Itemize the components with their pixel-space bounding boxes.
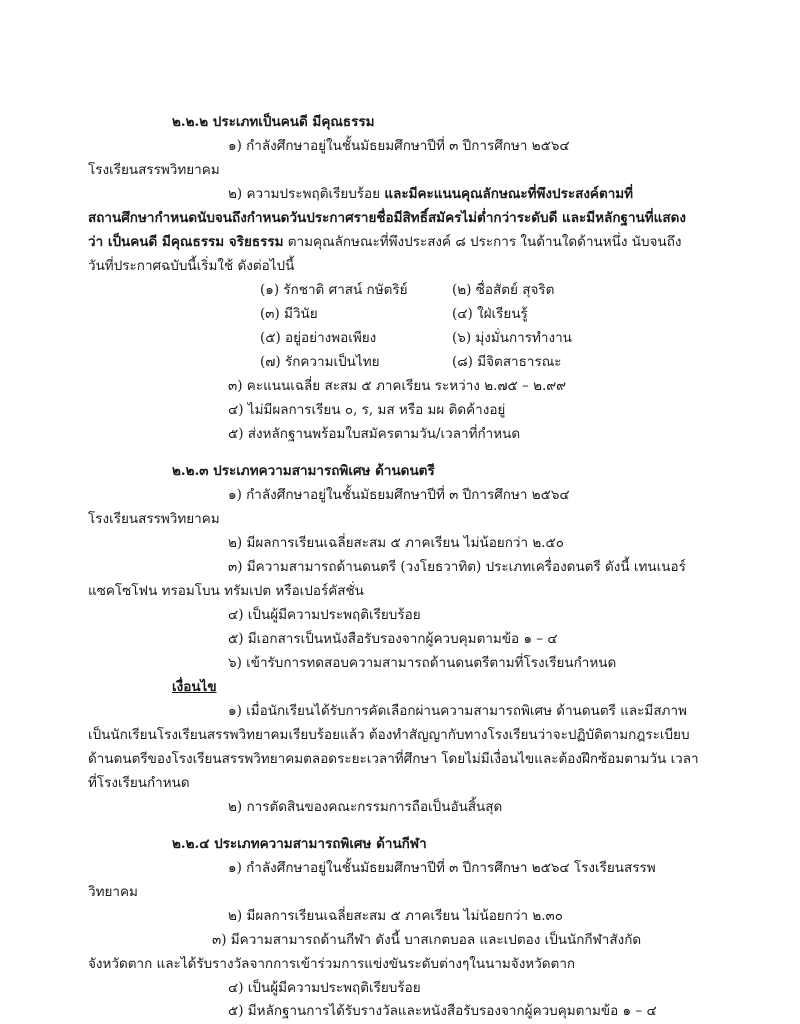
s223-item2: ๒) มีผลการเรียนเฉลี่ยสะสม ๕ ภาคเรียน ไม่น้อยกว่า ๒.๕๐ <box>228 535 564 551</box>
trait-item: (๗) รักความเป็นไทย <box>260 354 380 370</box>
condition-item1: ๑) เมื่อนักเรียนได้รับการคัดเลือกผ่านความสามารถพิเศษ ด้านดนตรี และมีสภาพ <box>228 703 687 719</box>
s222-item2-bold: และมีคะแนนคุณลักษณะที่พึงประสงค์ตามที่ <box>384 186 634 202</box>
s224-item2: ๒) มีผลการเรียนเฉลี่ยสะสม ๕ ภาคเรียน ไม่น้อยกว่า ๒.๓๐ <box>228 908 563 924</box>
s224-item1: ๑) กำลังศึกษาอยู่ในชั้นมัธยมศึกษาปีที่ ๓ ปีการศึกษา ๒๕๖๔ โรงเรียนสรรพ <box>228 860 656 876</box>
s222-item1-cont: โรงเรียนสรรพวิทยาคม <box>88 162 220 178</box>
condition-item1-line3: ด้านดนตรีของโรงเรียนสรรพวิทยาคมตลอดระยะเวลาที่ศึกษา โดยไม่มีเงื่อนไขและต้องฝึกซ้อมตามวัน เวลา <box>88 751 699 767</box>
s223-item4: ๔) เป็นผู้มีความประพฤติเรียบร้อย <box>228 607 421 623</box>
s222-item2-line3-plain: ตามคุณลักษณะที่พึงประสงค์ ๘ ประการ ในด้านใดด้านหนึ่ง นับจนถึง <box>283 234 682 250</box>
condition-heading: เงื่อนไข <box>172 679 217 695</box>
s223-item5: ๕) มีเอกสารเป็นหนังสือรับรองจากผู้ควบคุมตามข้อ ๑ – ๔ <box>228 631 558 647</box>
s224-item4: ๔) เป็นผู้มีความประพฤติเรียบร้อย <box>228 980 421 996</box>
s222-item1: ๑) กำลังศึกษาอยู่ในชั้นมัธยมศึกษาปีที่ ๓ ปีการศึกษา ๒๕๖๔ <box>228 138 570 154</box>
trait-item: (๑) รักชาติ ศาสน์ กษัตริย์ <box>260 282 408 298</box>
s222-item2 <box>228 183 633 205</box>
s223-item6: ๖) เข้ารับการทดสอบความสามารถด้านดนตรีตามที่โรงเรียนกำหนด <box>228 655 617 671</box>
trait-item: (๘) มีจิตสาธารณะ <box>452 354 562 370</box>
s222-item3: ๓) คะแนนเฉลี่ย สะสม ๕ ภาคเรียน ระหว่าง ๒.๗๕ – ๒.๙๙ <box>228 378 567 394</box>
s224-item5: ๕) มีหลักฐานการได้รับรางวัลและหนังสือรับรองจากผู้ควบคุมตามข้อ ๑ – ๔ <box>228 1003 657 1019</box>
s222-item2-line3 <box>88 231 681 253</box>
trait-item: (๒) ซื่อสัตย์ สุจริต <box>452 282 555 298</box>
s222-item4: ๔) ไม่มีผลการเรียน ๐, ร, มส หรือ มผ ติดค้างอยู่ <box>228 402 506 418</box>
s222-item2-line3-bold: ว่า เป็นคนดี มีคุณธรรม จริยธรรม <box>88 234 284 250</box>
s223-item1-cont: โรงเรียนสรรพวิทยาคม <box>88 511 220 527</box>
section-224-heading: ๒.๒.๔ ประเภทความสามารถพิเศษ ด้านกีฬา <box>172 836 427 852</box>
s223-item3: ๓) มีความสามารถด้านดนตรี (วงโยธวาทิต) ประเภทเครื่องดนตรี ดังนี้ เทนเนอร์ <box>228 559 686 575</box>
condition-item2: ๒) การตัดสินของคณะกรรมการถือเป็นอันสิ้นสุด <box>228 799 503 815</box>
trait-item: (๓) มีวินัย <box>260 306 318 322</box>
trait-item: (๕) อยู่อย่างพอเพียง <box>260 330 377 346</box>
s222-item2-plain: ๒) ความประพฤติเรียบร้อย <box>228 186 385 202</box>
s223-item1: ๑) กำลังศึกษาอยู่ในชั้นมัธยมศึกษาปีที่ ๓ ปีการศึกษา ๒๕๖๔ <box>228 487 570 503</box>
s224-item3: ๓) มีความสามารถด้านกีฬา ดังนี้ บาสเกตบอล และเปตอง เป็นนักกีฬาสังกัด <box>212 932 642 948</box>
s224-item3-cont: จังหวัดตาก และได้รับรางวัลจากการเข้าร่วมการแข่งขันระดับต่างๆในนามจังหวัดตาก <box>88 956 576 972</box>
s222-item2-line2: สถานศึกษากำหนดนับจนถึงกำหนดวันประกาศรายชื่อมีสิทธิ์สมัครไม่ต่ำกว่าระดับดี และมีหลักฐานที่แสดง <box>88 210 686 226</box>
trait-item: (๖) มุ่งมั่นการทำงาน <box>452 330 572 346</box>
section-223-heading: ๒.๒.๓ ประเภทความสามารถพิเศษ ด้านดนตรี <box>172 463 435 479</box>
s222-item2-line4: วันที่ประกาศฉบับนี้เริ่มใช้ ดังต่อไปนี้ <box>88 258 295 274</box>
condition-item1-line4: ที่โรงเรียนกำหนด <box>88 775 190 791</box>
s223-item3-cont: แซคโซโฟน ทรอมโบน ทรัมเปต หรือเปอร์คัสชั่น <box>88 583 364 599</box>
trait-item: (๔) ใฝ่เรียนรู้ <box>452 306 528 322</box>
s224-item1-cont: วิทยาคม <box>88 884 138 900</box>
section-222-heading: ๒.๒.๒ ประเภทเป็นคนดี มีคุณธรรม <box>172 114 375 130</box>
condition-item1-line2: เป็นนักเรียนโรงเรียนสรรพวิทยาคมเรียบร้อยแล้ว ต้องทำสัญญากับทางโรงเรียนว่าจะปฏิบัติตามกฎระเบียบ <box>88 727 690 743</box>
s222-item5: ๕) ส่งหลักฐานพร้อมใบสมัครตามวัน/เวลาที่กำหนด <box>228 426 521 442</box>
